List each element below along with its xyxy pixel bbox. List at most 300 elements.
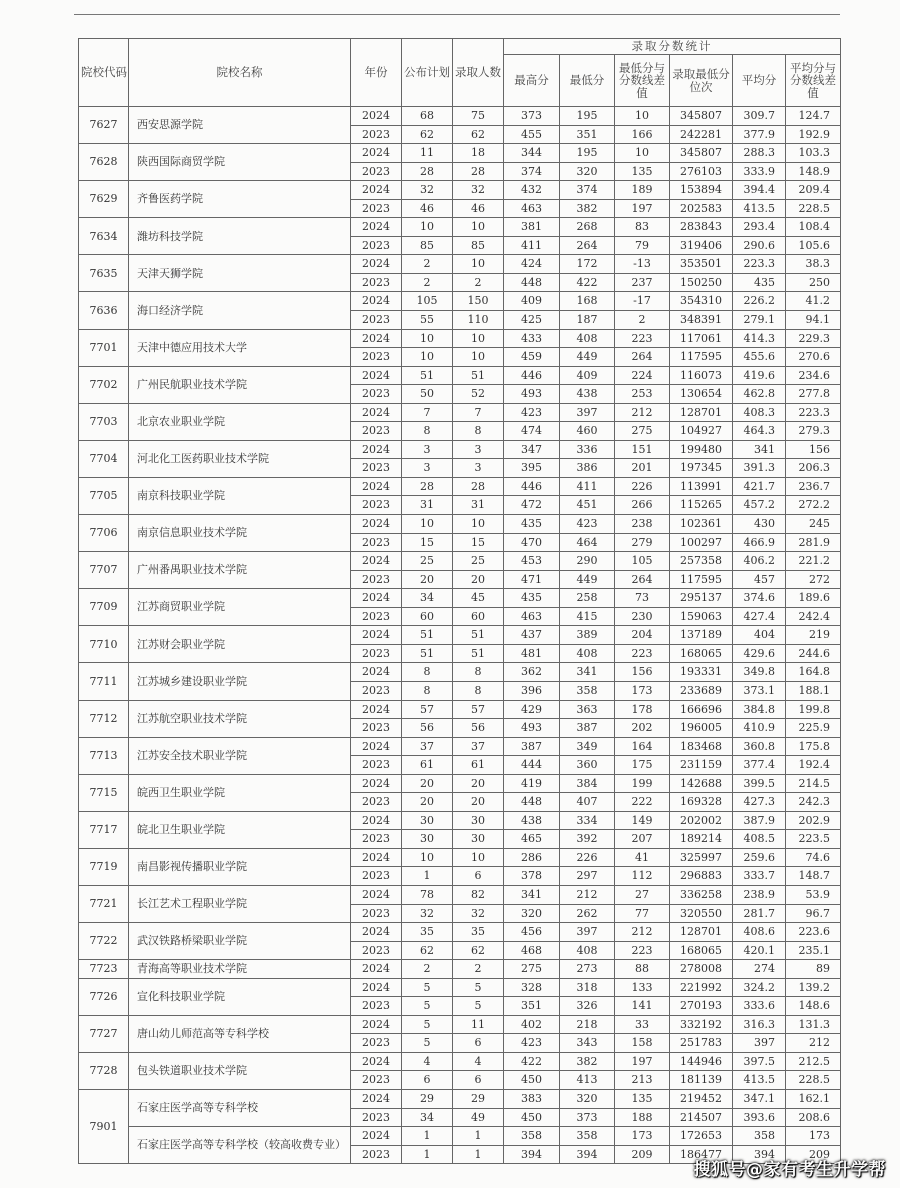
cell-value: 429.6 (733, 644, 786, 663)
cell-value: 2023 (351, 997, 402, 1016)
cell-value: 172 (560, 255, 615, 274)
cell-value: 55 (402, 311, 453, 330)
cell-value: 5 (453, 997, 504, 1016)
cell-value: 296883 (670, 867, 733, 886)
cell-value: 457.2 (733, 496, 786, 515)
cell-value: 2023 (351, 793, 402, 812)
cell-value: 5 (402, 978, 453, 997)
cell-value: 25 (453, 552, 504, 571)
cell-value: 105 (615, 552, 670, 571)
cell-value: 245 (786, 515, 841, 534)
table-row (79, 1052, 841, 1071)
cell-value: 397 (560, 403, 615, 422)
cell-value: 242.3 (786, 793, 841, 812)
cell-value: 363 (560, 700, 615, 719)
cell-value: 219452 (670, 1089, 733, 1108)
cell-value: 2024 (351, 144, 402, 163)
cell-value: 8 (453, 681, 504, 700)
cell-value: 223 (615, 644, 670, 663)
cell-value: 41.2 (786, 292, 841, 311)
cell-value: 295137 (670, 589, 733, 608)
cell-value: 141 (615, 997, 670, 1016)
cell-value: -17 (615, 292, 670, 311)
cell-value: 2024 (351, 885, 402, 904)
cell-value: 187 (560, 311, 615, 330)
cell-value: 270193 (670, 997, 733, 1016)
cell-value: 201 (615, 459, 670, 478)
school-code: 7713 (79, 737, 129, 774)
cell-value: 83 (615, 218, 670, 237)
cell-value: 10 (402, 848, 453, 867)
cell-value: 2024 (351, 626, 402, 645)
cell-value: 6 (453, 867, 504, 886)
cell-value: 424 (504, 255, 560, 274)
cell-value: 286 (504, 848, 560, 867)
cell-value: 135 (615, 162, 670, 181)
cell-value: 206.3 (786, 459, 841, 478)
cell-value: 409 (560, 366, 615, 385)
cell-value: 336 (560, 440, 615, 459)
cell-value: 438 (560, 385, 615, 404)
school-name: 广州番禺职业技术学院 (129, 552, 351, 589)
cell-value: 173 (615, 681, 670, 700)
cell-value: 391.3 (733, 459, 786, 478)
cell-value: 75 (453, 107, 504, 126)
cell-value: 15 (402, 533, 453, 552)
cell-value: 104927 (670, 422, 733, 441)
cell-value: 2023 (351, 607, 402, 626)
cell-value: 2024 (351, 1089, 402, 1108)
cell-value: 427.3 (733, 793, 786, 812)
table-row (79, 366, 841, 385)
cell-value: 2024 (351, 218, 402, 237)
cell-value: 150250 (670, 273, 733, 292)
cell-value: 341 (504, 885, 560, 904)
cell-value: 279 (615, 533, 670, 552)
cell-value: 1 (402, 867, 453, 886)
cell-value: 333.9 (733, 162, 786, 181)
cell-value: 74.6 (786, 848, 841, 867)
cell-value: 197345 (670, 459, 733, 478)
cell-value: 276103 (670, 162, 733, 181)
cell-value: 222 (615, 793, 670, 812)
cell-value: 414.3 (733, 329, 786, 348)
cell-value: 250 (786, 273, 841, 292)
cell-value: 408 (560, 941, 615, 960)
cell-value: 279.3 (786, 422, 841, 441)
table-row (79, 515, 841, 534)
cell-value: 320550 (670, 904, 733, 923)
cell-value: 423 (504, 1034, 560, 1053)
cell-value: 219 (786, 626, 841, 645)
header-code: 院校代码 (79, 39, 129, 107)
cell-value: 221992 (670, 978, 733, 997)
cell-value: 347 (504, 440, 560, 459)
cell-value: 18 (453, 144, 504, 163)
table-row (79, 960, 841, 979)
cell-value: 197 (615, 199, 670, 218)
cell-value: 8 (453, 663, 504, 682)
cell-value: 345807 (670, 144, 733, 163)
cell-value: 214507 (670, 1108, 733, 1127)
cell-value: 360 (560, 756, 615, 775)
cell-value: 3 (402, 459, 453, 478)
cell-value: 110 (453, 311, 504, 330)
table-row (79, 403, 841, 422)
cell-value: 103.3 (786, 144, 841, 163)
school-code: 7721 (79, 885, 129, 922)
cell-value: 137189 (670, 626, 733, 645)
cell-value: 2024 (351, 440, 402, 459)
cell-value: 105.6 (786, 236, 841, 255)
cell-value: 112 (615, 867, 670, 886)
cell-value: 435 (504, 515, 560, 534)
cell-value: 50 (402, 385, 453, 404)
cell-value: 131.3 (786, 1015, 841, 1034)
cell-value: 30 (453, 830, 504, 849)
cell-value: 2023 (351, 162, 402, 181)
cell-value: 209.4 (786, 181, 841, 200)
cell-value: 5 (402, 1034, 453, 1053)
cell-value: 202.9 (786, 811, 841, 830)
cell-value: 128701 (670, 923, 733, 942)
cell-value: 2023 (351, 830, 402, 849)
cell-value: 348391 (670, 311, 733, 330)
cell-value: 3 (453, 440, 504, 459)
cell-value: 3 (402, 440, 453, 459)
cell-value: 408.3 (733, 403, 786, 422)
cell-value: 341 (733, 440, 786, 459)
cell-value: 35 (453, 923, 504, 942)
school-code: 7710 (79, 626, 129, 663)
cell-value: 2 (453, 960, 504, 979)
cell-value: 226 (560, 848, 615, 867)
school-name: 江苏商贸职业学院 (129, 589, 351, 626)
cell-value: 353501 (670, 255, 733, 274)
cell-value: 433 (504, 329, 560, 348)
school-name: 北京农业职业学院 (129, 403, 351, 440)
school-name: 江苏城乡建设职业学院 (129, 663, 351, 700)
cell-value: 264 (615, 348, 670, 367)
cell-value: 457 (733, 570, 786, 589)
cell-value: 162.1 (786, 1089, 841, 1108)
cell-value: 2023 (351, 681, 402, 700)
cell-value: 10 (402, 218, 453, 237)
school-code: 7717 (79, 811, 129, 848)
cell-value: 413 (560, 1071, 615, 1090)
cell-value: 264 (615, 570, 670, 589)
cell-value: 2023 (351, 1145, 402, 1164)
cell-value: 262 (560, 904, 615, 923)
cell-value: 133 (615, 978, 670, 997)
cell-value: 195 (560, 107, 615, 126)
cell-value: 333.6 (733, 997, 786, 1016)
cell-value: 394 (504, 1145, 560, 1164)
cell-value: 2023 (351, 273, 402, 292)
school-code: 7726 (79, 978, 129, 1015)
cell-value: 451 (560, 496, 615, 515)
table-body (79, 107, 841, 1164)
cell-value: 464.3 (733, 422, 786, 441)
cell-value: 10 (453, 515, 504, 534)
cell-value: 334 (560, 811, 615, 830)
school-code: 7712 (79, 700, 129, 737)
cell-value: 5 (453, 978, 504, 997)
cell-value: 10 (453, 329, 504, 348)
cell-value: 449 (560, 348, 615, 367)
cell-value: 408.5 (733, 830, 786, 849)
table-row (79, 552, 841, 571)
cell-value: 422 (560, 273, 615, 292)
top-rule (74, 14, 840, 15)
cell-value: 49 (453, 1108, 504, 1127)
school-name: 包头铁道职业技术学院 (129, 1052, 351, 1089)
cell-value: 1 (402, 1145, 453, 1164)
school-code: 7636 (79, 292, 129, 329)
cell-value: 128701 (670, 403, 733, 422)
cell-value: 393.6 (733, 1108, 786, 1127)
cell-value: 423 (560, 515, 615, 534)
cell-value: 324.2 (733, 978, 786, 997)
cell-value: 2024 (351, 700, 402, 719)
cell-value: 274 (733, 960, 786, 979)
cell-value: 233689 (670, 681, 733, 700)
school-code: 7628 (79, 144, 129, 181)
cell-value: 2023 (351, 385, 402, 404)
school-name: 宣化科技职业学院 (129, 978, 351, 1015)
cell-value: 164.8 (786, 663, 841, 682)
cell-value: 209 (615, 1145, 670, 1164)
cell-value: 2023 (351, 867, 402, 886)
cell-value: 2024 (351, 774, 402, 793)
cell-value: 377.4 (733, 756, 786, 775)
cell-value: 102361 (670, 515, 733, 534)
table-row (79, 107, 841, 126)
cell-value: 402 (504, 1015, 560, 1034)
cell-value: 384 (560, 774, 615, 793)
cell-value: 2023 (351, 236, 402, 255)
school-name: 石家庄医学高等专科学校 (129, 1089, 351, 1126)
cell-value: 344 (504, 144, 560, 163)
cell-value: 293.4 (733, 218, 786, 237)
cell-value: 113991 (670, 477, 733, 496)
cell-value: 2024 (351, 181, 402, 200)
cell-value: 268 (560, 218, 615, 237)
school-name: 广州民航职业技术学院 (129, 366, 351, 403)
school-name: 皖北卫生职业学院 (129, 811, 351, 848)
cell-value: 29 (453, 1089, 504, 1108)
cell-value: 139.2 (786, 978, 841, 997)
cell-value: 266 (615, 496, 670, 515)
cell-value: 150 (453, 292, 504, 311)
cell-value: 212.5 (786, 1052, 841, 1071)
cell-value: 2024 (351, 292, 402, 311)
cell-value: 148.9 (786, 162, 841, 181)
cell-value: 493 (504, 719, 560, 738)
table-row (79, 589, 841, 608)
cell-value: 3 (453, 459, 504, 478)
school-code: 7703 (79, 403, 129, 440)
cell-value: 226 (615, 477, 670, 496)
cell-value: 181139 (670, 1071, 733, 1090)
cell-value: 387 (504, 737, 560, 756)
cell-value: 2023 (351, 1108, 402, 1127)
cell-value: 189.6 (786, 589, 841, 608)
cell-value: 297 (560, 867, 615, 886)
cell-value: 392 (560, 830, 615, 849)
cell-value: 2023 (351, 570, 402, 589)
cell-value: -13 (615, 255, 670, 274)
cell-value: 456 (504, 923, 560, 942)
cell-value: 73 (615, 589, 670, 608)
cell-value: 212 (560, 885, 615, 904)
header-min-rank: 录取最低分位次 (670, 55, 733, 107)
cell-value: 28 (402, 162, 453, 181)
cell-value: 4 (402, 1052, 453, 1071)
cell-value: 2023 (351, 904, 402, 923)
cell-value: 2024 (351, 978, 402, 997)
cell-value: 2023 (351, 496, 402, 515)
cell-value: 30 (402, 811, 453, 830)
cell-value: 406.2 (733, 552, 786, 571)
cell-value: 224 (615, 366, 670, 385)
cell-value: 51 (402, 644, 453, 663)
table-row (79, 774, 841, 793)
cell-value: 316.3 (733, 1015, 786, 1034)
cell-value: 175 (615, 756, 670, 775)
cell-value: 51 (453, 366, 504, 385)
school-code: 7706 (79, 515, 129, 552)
cell-value: 470 (504, 533, 560, 552)
school-code: 7723 (79, 960, 129, 979)
cell-value: 130654 (670, 385, 733, 404)
cell-value: 386 (560, 459, 615, 478)
cell-value: 413.5 (733, 199, 786, 218)
school-name: 石家庄医学高等专科学校（较高收费专业） (129, 1127, 351, 1164)
header-avg-diff: 平均分与分数线差值 (786, 55, 841, 107)
school-name: 皖西卫生职业学院 (129, 774, 351, 811)
cell-value: 397.5 (733, 1052, 786, 1071)
cell-value: 396 (504, 681, 560, 700)
cell-value: 281.9 (786, 533, 841, 552)
cell-value: 166 (615, 125, 670, 144)
cell-value: 108.4 (786, 218, 841, 237)
cell-value: 2024 (351, 737, 402, 756)
header-min-diff: 最低分与分数线差值 (615, 55, 670, 107)
cell-value: 383 (504, 1089, 560, 1108)
cell-value: 2024 (351, 366, 402, 385)
cell-value: 448 (504, 273, 560, 292)
cell-value: 159063 (670, 607, 733, 626)
table-row (79, 663, 841, 682)
cell-value: 2024 (351, 663, 402, 682)
cell-value: 79 (615, 236, 670, 255)
cell-value: 420.1 (733, 941, 786, 960)
cell-value: 168065 (670, 644, 733, 663)
cell-value: 11 (453, 1015, 504, 1034)
cell-value: 377.9 (733, 125, 786, 144)
cell-value: 351 (504, 997, 560, 1016)
cell-value: 212 (615, 403, 670, 422)
cell-value: 57 (453, 700, 504, 719)
cell-value: 453 (504, 552, 560, 571)
cell-value: 85 (453, 236, 504, 255)
cell-value: 275 (504, 960, 560, 979)
cell-value: 374 (560, 181, 615, 200)
cell-value: 142688 (670, 774, 733, 793)
cell-value: 2024 (351, 403, 402, 422)
school-code: 7705 (79, 477, 129, 514)
cell-value: 2023 (351, 199, 402, 218)
cell-value: 2023 (351, 459, 402, 478)
cell-value: 10 (402, 348, 453, 367)
cell-value: 199.8 (786, 700, 841, 719)
cell-value: 283843 (670, 218, 733, 237)
cell-value: 235.1 (786, 941, 841, 960)
cell-value: 319406 (670, 236, 733, 255)
school-name: 陕西国际商贸学院 (129, 144, 351, 181)
table-row (79, 811, 841, 830)
cell-value: 279.1 (733, 311, 786, 330)
cell-value: 10 (402, 329, 453, 348)
cell-value: 62 (453, 941, 504, 960)
cell-value: 481 (504, 644, 560, 663)
cell-value: 474 (504, 422, 560, 441)
cell-value: 397 (560, 923, 615, 942)
cell-value: 124.7 (786, 107, 841, 126)
header-year: 年份 (351, 39, 402, 107)
cell-value: 32 (453, 181, 504, 200)
cell-value: 435 (504, 589, 560, 608)
cell-value: 169328 (670, 793, 733, 812)
cell-value: 46 (453, 199, 504, 218)
cell-value: 57 (402, 700, 453, 719)
cell-value: 374.6 (733, 589, 786, 608)
cell-value: 20 (402, 570, 453, 589)
cell-value: 460 (560, 422, 615, 441)
cell-value: 373 (504, 107, 560, 126)
cell-value: 341 (560, 663, 615, 682)
cell-value: 332192 (670, 1015, 733, 1034)
table-row (79, 329, 841, 348)
cell-value: 2024 (351, 329, 402, 348)
header-score-group: 录取分数统计 (504, 39, 841, 55)
cell-value: 2023 (351, 941, 402, 960)
cell-value: 450 (504, 1108, 560, 1127)
cell-value: 326 (560, 997, 615, 1016)
cell-value: 61 (402, 756, 453, 775)
cell-value: 2023 (351, 311, 402, 330)
cell-value: 20 (402, 774, 453, 793)
cell-value: 156 (786, 440, 841, 459)
cell-value: 358 (560, 681, 615, 700)
cell-value: 2023 (351, 1071, 402, 1090)
cell-value: 100297 (670, 533, 733, 552)
cell-value: 202583 (670, 199, 733, 218)
cell-value: 117595 (670, 570, 733, 589)
school-code: 7702 (79, 366, 129, 403)
cell-value: 238.9 (733, 885, 786, 904)
cell-value: 209 (786, 1145, 841, 1164)
cell-value: 2 (402, 273, 453, 292)
cell-value: 221.2 (786, 552, 841, 571)
cell-value: 158 (615, 1034, 670, 1053)
school-code: 7901 (79, 1089, 129, 1163)
cell-value: 362 (504, 663, 560, 682)
cell-value: 411 (560, 477, 615, 496)
school-name: 江苏航空职业技术学院 (129, 700, 351, 737)
cell-value: 10 (453, 848, 504, 867)
